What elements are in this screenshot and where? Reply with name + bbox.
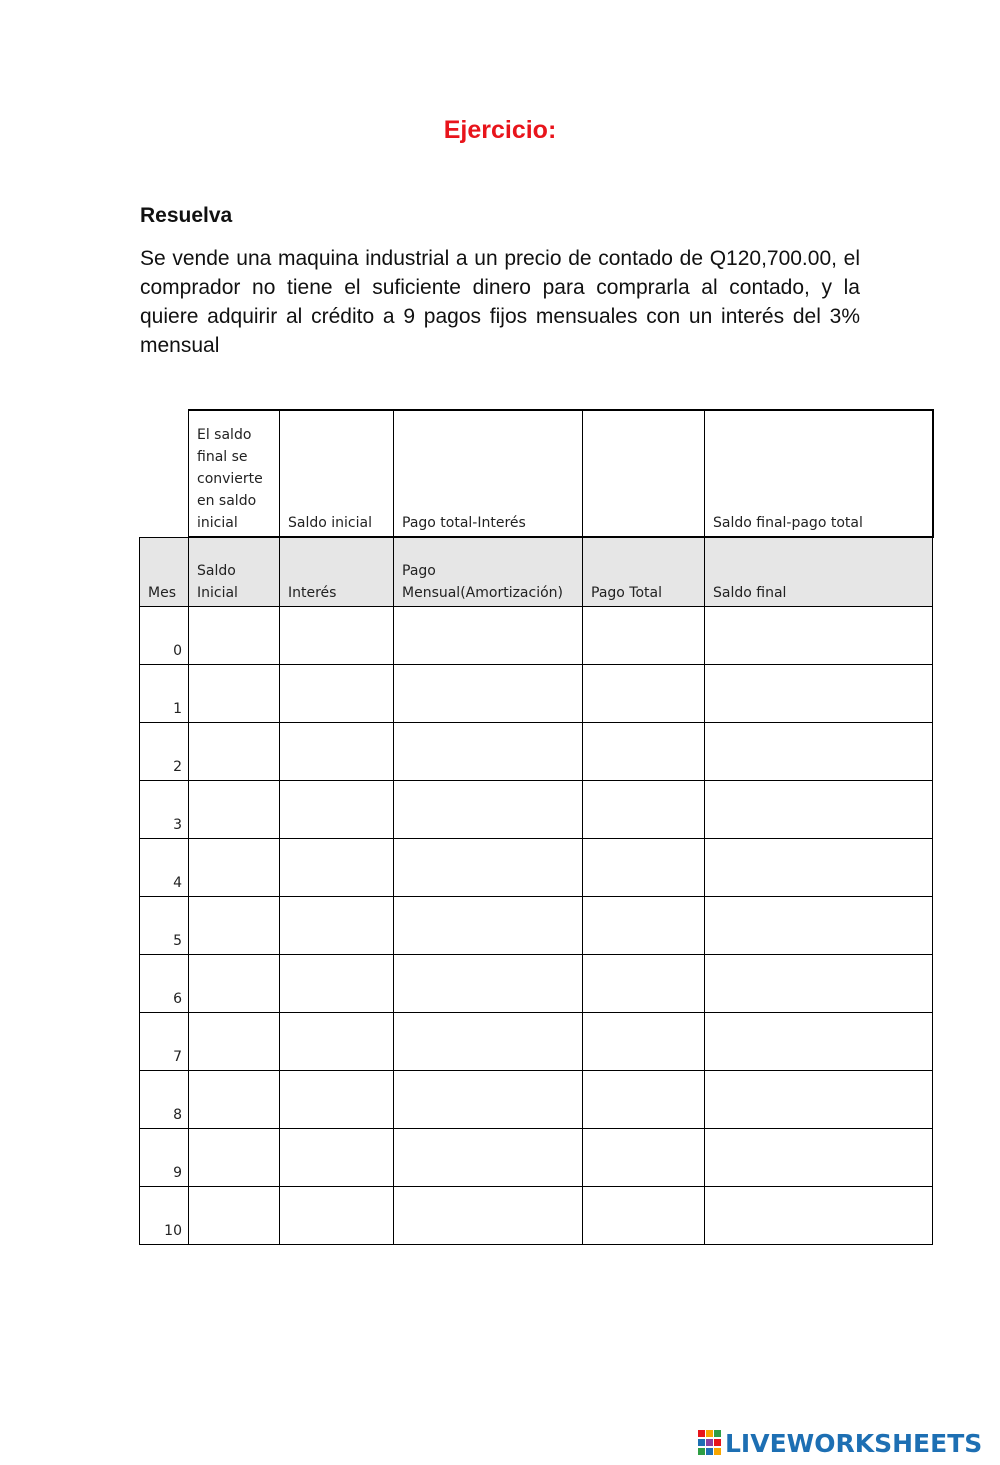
saldo-inicial-cell[interactable]	[189, 1070, 280, 1128]
table-row	[140, 1128, 933, 1186]
interes-cell[interactable]	[280, 954, 394, 1012]
saldo-final-cell[interactable]	[705, 954, 933, 1012]
saldo-final-cell[interactable]	[705, 1012, 933, 1070]
header-saldo-final: Saldo final	[705, 537, 933, 606]
saldo-final-cell[interactable]	[705, 1128, 933, 1186]
pago-mensual-cell[interactable]	[394, 780, 583, 838]
month-number: 1	[140, 664, 189, 722]
formula-saldo-inicial: El saldo final se convierte en saldo inicial	[189, 410, 280, 537]
interes-cell[interactable]	[280, 1070, 394, 1128]
saldo-final-cell[interactable]	[705, 780, 933, 838]
saldo-inicial-cell[interactable]	[189, 722, 280, 780]
month-number: 7	[140, 1012, 189, 1070]
liveworksheets-logo-icon	[697, 1428, 723, 1458]
pago-total-cell[interactable]	[583, 1128, 705, 1186]
interes-cell[interactable]	[280, 722, 394, 780]
table-row	[140, 1012, 933, 1070]
interes-cell[interactable]	[280, 780, 394, 838]
table-row	[140, 896, 933, 954]
pago-mensual-cell[interactable]	[394, 606, 583, 664]
table-row	[140, 664, 933, 722]
pago-total-cell[interactable]	[583, 606, 705, 664]
interes-cell[interactable]	[280, 664, 394, 722]
formula-interes: Saldo inicial	[280, 410, 394, 537]
month-number: 6	[140, 954, 189, 1012]
pago-mensual-cell[interactable]	[394, 722, 583, 780]
header-mes: Mes	[140, 537, 189, 606]
pago-total-cell[interactable]	[583, 1070, 705, 1128]
instruction-heading: Resuelva	[140, 204, 233, 227]
pago-total-cell[interactable]	[583, 1186, 705, 1244]
pago-mensual-cell[interactable]	[394, 1070, 583, 1128]
month-number: 4	[140, 838, 189, 896]
formula-amortizacion: Pago total-Interés	[394, 410, 583, 537]
month-number: 8	[140, 1070, 189, 1128]
saldo-final-cell[interactable]	[705, 664, 933, 722]
pago-total-cell[interactable]	[583, 722, 705, 780]
pago-total-cell[interactable]	[583, 1012, 705, 1070]
saldo-final-cell[interactable]	[705, 1070, 933, 1128]
problem-statement: Se vende una maquina industrial a un precio de contado de Q120,700.00, el comprador no tiene el suficiente dinero para comprarla al contado, y la quiere adquirir al crédito a 9 pagos fijos mensuales con un interés del 3% mensual	[140, 247, 860, 357]
saldo-final-cell[interactable]	[705, 722, 933, 780]
table-row	[140, 606, 933, 664]
interes-cell[interactable]	[280, 606, 394, 664]
month-number: 2	[140, 722, 189, 780]
saldo-inicial-cell[interactable]	[189, 896, 280, 954]
month-number: 5	[140, 896, 189, 954]
interes-cell[interactable]	[280, 1186, 394, 1244]
table-row	[140, 722, 933, 780]
saldo-inicial-cell[interactable]	[189, 664, 280, 722]
month-number: 10	[140, 1186, 189, 1244]
pago-mensual-cell[interactable]	[394, 896, 583, 954]
month-number: 3	[140, 780, 189, 838]
month-number: 9	[140, 1128, 189, 1186]
pago-total-cell[interactable]	[583, 838, 705, 896]
interes-cell[interactable]	[280, 838, 394, 896]
table-row	[140, 780, 933, 838]
saldo-final-cell[interactable]	[705, 1186, 933, 1244]
liveworksheets-logo	[697, 1428, 982, 1458]
saldo-final-cell[interactable]	[705, 838, 933, 896]
saldo-inicial-cell[interactable]	[189, 838, 280, 896]
pago-total-cell[interactable]	[583, 780, 705, 838]
saldo-inicial-cell[interactable]	[189, 1128, 280, 1186]
saldo-final-cell[interactable]	[705, 606, 933, 664]
pago-total-cell[interactable]	[583, 664, 705, 722]
pago-total-cell[interactable]	[583, 896, 705, 954]
page-title: Ejercicio:	[443, 116, 557, 144]
empty-corner-cell	[140, 410, 189, 537]
table-row	[140, 1186, 933, 1244]
saldo-inicial-cell[interactable]	[189, 606, 280, 664]
saldo-inicial-cell[interactable]	[189, 954, 280, 1012]
table-row	[140, 838, 933, 896]
interes-cell[interactable]	[280, 1012, 394, 1070]
pago-total-cell[interactable]	[583, 954, 705, 1012]
formula-saldo-final: Saldo final-pago total	[705, 410, 933, 537]
pago-mensual-cell[interactable]	[394, 838, 583, 896]
interes-cell[interactable]	[280, 1128, 394, 1186]
pago-mensual-cell[interactable]	[394, 1128, 583, 1186]
pago-mensual-cell[interactable]	[394, 1186, 583, 1244]
saldo-final-cell[interactable]	[705, 896, 933, 954]
table-row	[140, 1070, 933, 1128]
header-saldo-inicial: Saldo Inicial	[189, 537, 280, 606]
amortization-table	[139, 409, 934, 1245]
month-number: 0	[140, 606, 189, 664]
header-pago-mensual: Pago Mensual(Amortización)	[394, 537, 583, 606]
pago-mensual-cell[interactable]	[394, 664, 583, 722]
table-row	[140, 954, 933, 1012]
saldo-inicial-cell[interactable]	[189, 1012, 280, 1070]
logo-text: LIVEWORKSHEETS	[725, 1428, 983, 1458]
header-interes: Interés	[280, 537, 394, 606]
interes-cell[interactable]	[280, 896, 394, 954]
formula-pago-total	[583, 410, 705, 537]
saldo-inicial-cell[interactable]	[189, 1186, 280, 1244]
saldo-inicial-cell[interactable]	[189, 780, 280, 838]
pago-mensual-cell[interactable]	[394, 954, 583, 1012]
header-pago-total: Pago Total	[583, 537, 705, 606]
pago-mensual-cell[interactable]	[394, 1012, 583, 1070]
